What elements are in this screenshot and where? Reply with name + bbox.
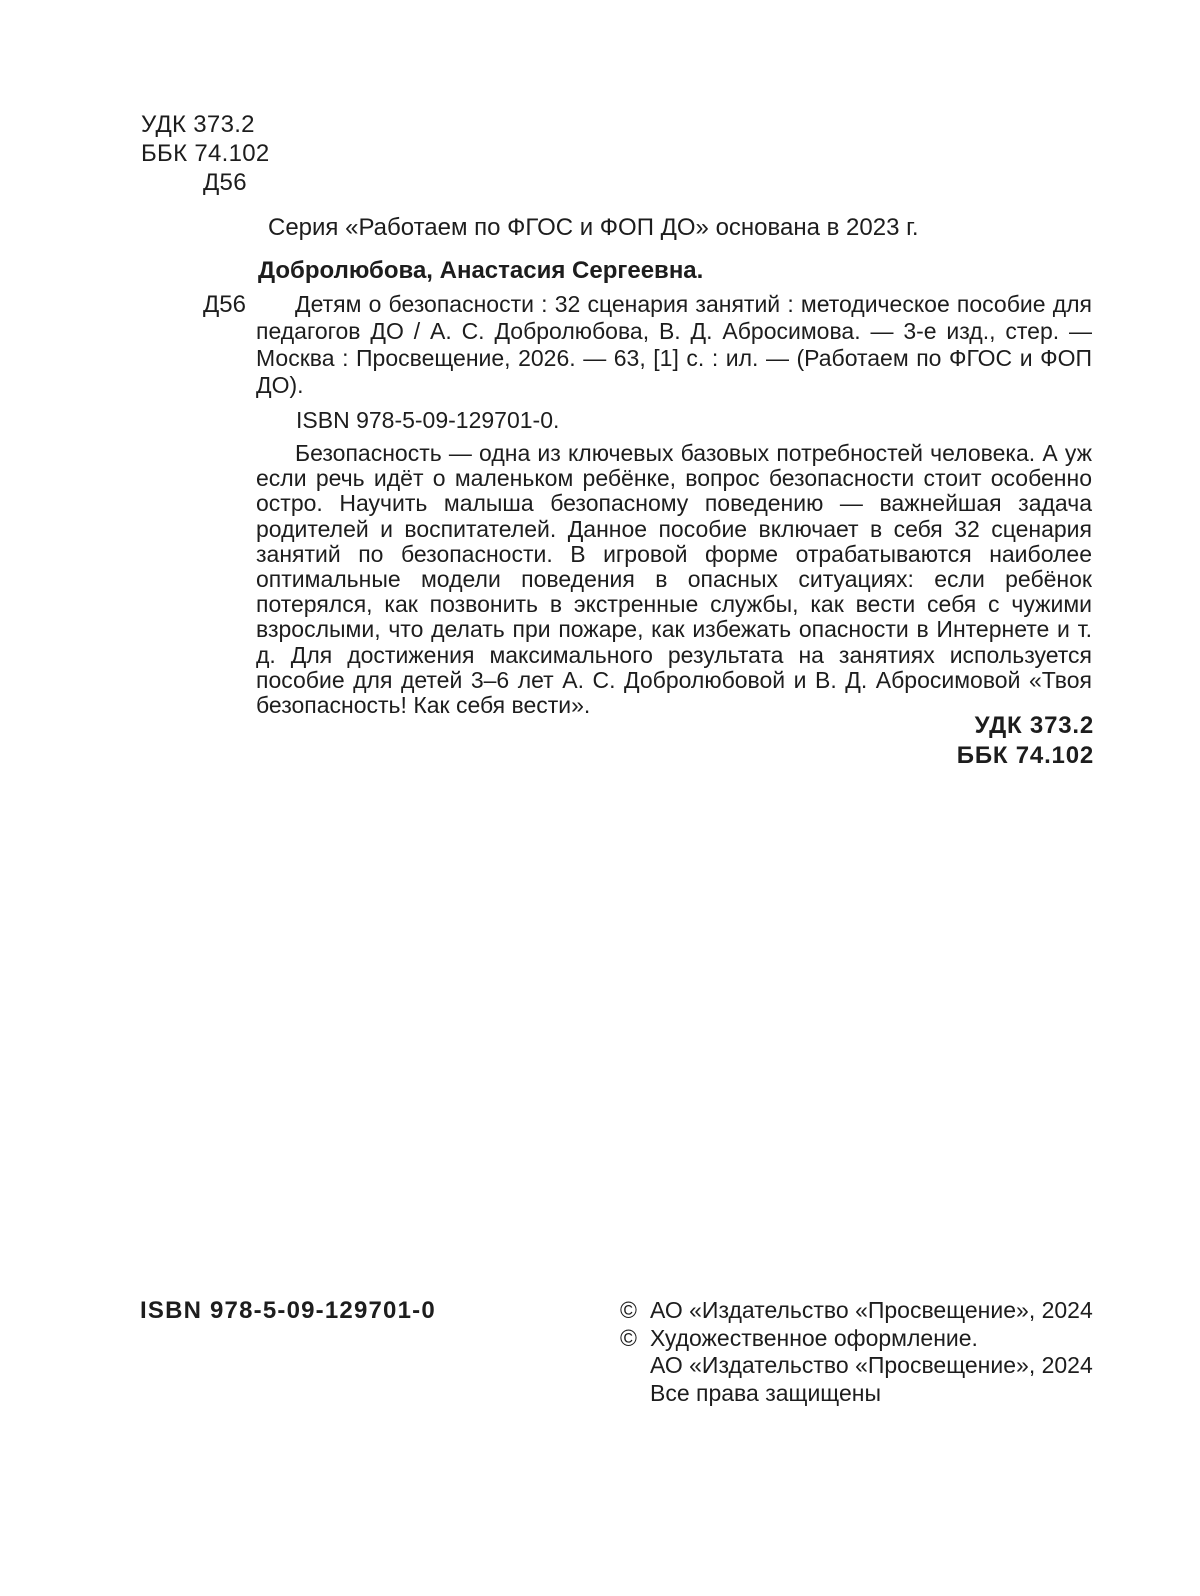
author-sign-top: Д56 [203,169,247,196]
copyright-line [620,1297,1093,1325]
bbk-code-bottom: ББК 74.102 [956,741,1094,769]
bottom-classification-block [957,711,1094,770]
author-heading: Добролюбова, Анастасия Сергеевна. [258,257,704,284]
copyright-symbol [620,1380,650,1408]
udk-code-bottom: УДК 373.2 [974,712,1094,739]
copyright-line [620,1325,1093,1353]
isbn-entry-line: ISBN 978-5-09-129701-0. [296,407,560,433]
annotation-paragraph: Безопасность — одна из ключевых базовых потребностей человека. А уж если речь идёт о маленьком ребёнке, вопрос безопасности стоит особенно остро. Научить малыша безопасному поведению — важнейшая задача родителей и воспитателей. Данное пособие включает в себя 32 сценария занятий по безопасности. В игровой форме отрабатываются наиболее оптимальные модели поведения в опасных ситуациях: если ребёнок потерялся, как позвонить в экстренные службы, как вести себя с чужими взрослыми, что делать при пожаре, как избежать опасности в Интернете и т. д. Для достижения максимального результата на занятиях используется пособие для детей 3–6 лет А. С. Добролюбовой и В. Д. Абросимовой «Твоя безопасность! Как себя вести». [256,440,1092,719]
copyright-text: Художественное оформление. [650,1324,978,1351]
author-sign-entry: Д56 [203,291,246,318]
copyright-line [620,1352,1093,1380]
copyright-text: АО «Издательство «Просвещение», 2024 [650,1352,1093,1379]
copyright-block [620,1297,1093,1408]
udk-code-top: УДК 373.2 [141,111,255,138]
copyright-text: Все права защищены [650,1380,881,1407]
footer-isbn: ISBN 978-5-09-129701-0 [140,1297,436,1324]
top-classification-block [141,110,270,197]
copyright-symbol: © [620,1297,637,1323]
series-note: Серия «Работаем по ФГОС и ФОП ДО» основана в 2023 г. [268,214,919,241]
copyright-line [620,1380,1093,1408]
copyright-symbol: © [620,1324,637,1351]
bbk-code-top: ББК 74.102 [141,140,270,167]
bibliographic-description: Детям о безопасности : 32 сценария занятий : методическое пособие для педагогов ДО / А. С. Добролюбова, В. Д. Абросимова. — 3-е изд., стер. — Москва : Просвещение, 2026. — 63, [1] с. : ил. — (Работаем по ФГОС и ФОП ДО). [256,291,1092,398]
copyright-symbol [620,1352,650,1380]
copyright-text: АО «Издательство «Просвещение», 2024 [650,1297,1093,1323]
